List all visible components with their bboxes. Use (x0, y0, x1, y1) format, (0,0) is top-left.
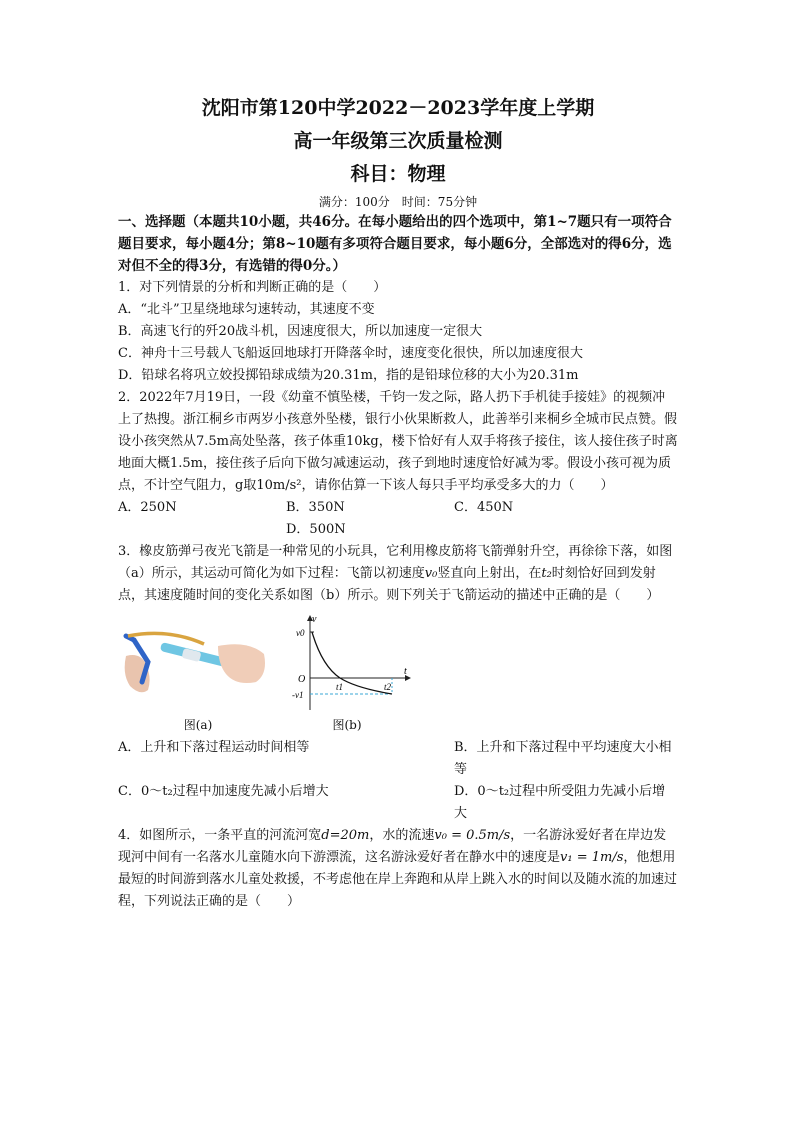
q2-option-c: C．450N (454, 500, 514, 515)
q1-option-d: D．铅球名将巩立姣投掷铅球成绩为20.31m，指的是铅球位移的大小为20.31m (118, 368, 579, 383)
q3-option-a: A．上升和下落过程运动时间相等 (118, 740, 310, 755)
q3-figures (118, 613, 678, 733)
label-neg-v1: -v1 (292, 690, 304, 700)
q3-stem: 3．橡皮筋弹弓夜光飞箭是一种常见的小玩具，它利用橡皮筋将飞箭弹射升空，再徐徐下落，如图（a）所示，其运动可简化为如下过程：飞箭以初速度v₀竖直向上射出，在t₂时刻恰好回到发射点，其速度随时间的变化关系如图（b）所示。则下列关于飞箭运动的描述中正确的是（ ） (118, 544, 673, 603)
figure-b (292, 612, 422, 733)
section-instructions: 一、选择题（本题共10小题，共46分。在每小题给出的四个选项中，第1~7题只有一项符合题目要求，每小题4分；第8~10题有多项符合题目要求，每小题6分，全部选对的得6分，选对但不全的得3分，有选错的得0分。） (118, 214, 672, 274)
exam-title-subject: 科目：物理 (350, 163, 446, 185)
q3-options-row-2 (118, 781, 678, 825)
exam-title-school: 沈阳市第120中学2022－2023学年度上学期 (201, 97, 595, 119)
q3-option-d: D．0～t₂过程中所受阻力先减小后增大 (454, 784, 666, 821)
eq-water-speed: v₀ = 0.5m/s (434, 828, 511, 843)
q1-option-a: A．“北斗”卫星绕地球匀速转动，其速度不变 (118, 302, 375, 317)
q3-option-c: C．0～t₂过程中加速度先减小后增大 (118, 784, 329, 799)
figure-a (118, 616, 278, 733)
symbol-t2: t₂ (541, 566, 552, 581)
q3-option-b: B．上升和下落过程中平均速度大小相等 (454, 740, 672, 777)
symbol-v0: v₀ (424, 566, 438, 581)
label-t2: t2 (384, 682, 392, 692)
eq-river-width: d=20m (321, 828, 370, 843)
label-t1: t1 (336, 682, 344, 692)
velocity-curve (312, 632, 392, 694)
q1-option-b: B．高速飞行的歼20战斗机，因速度很大，所以加速度一定很大 (118, 324, 483, 339)
q2-option-d: D．500N (286, 522, 346, 537)
q2-options-row-2 (118, 519, 678, 541)
figure-a-caption: 图(a) (183, 718, 213, 732)
q3-options-row-1 (118, 737, 678, 781)
label-v: v (312, 614, 317, 625)
q1-option-c: C．神舟十三号载人飞船返回地球打开降落伞时，速度变化很快，所以加速度很大 (118, 346, 583, 361)
label-origin: O (298, 674, 306, 685)
q2-option-b: B．350N (286, 500, 345, 515)
q2-stem: 2．2022年7月19日，一段《幼童不慎坠楼，千钧一发之际，路人扔下手机徒手接娃》的视频冲上了热搜。浙江桐乡市两岁小孩意外坠楼，银行小伙果断救人，此善举引来桐乡全城市民点赞。假设小孩突然从7.5m高处坠落，孩子体重10kg，楼下恰好有人双手将孩子接住，该人接住孩子时离地面大概1.5m，接住孩子后向下做匀减速运动，孩子到地时速度恰好减为零。假设小孩可视为质点，不计空气阻力，g取10m/s²，请你估算一下该人每只手平均承受多大的力（ ） (118, 390, 678, 493)
eq-swimmer-speed: v₁ = 1m/s (560, 850, 624, 865)
slingshot-illustration (118, 616, 268, 712)
exam-meta: 满分：100分 时间：75分钟 (318, 195, 478, 209)
q4-stem: 4．如图所示，一条平直的河流河宽d=20m，水的流速v₀ = 0.5m/s，一名游泳爱好者在岸边发现河中间有一名落水儿童随水向下游漂流，这名游泳爱好者在静水中的速度是v₁ = 1m/s，他想用最短的时间游到落水儿童处救援，不考虑他在岸上奔跑和从岸上跳入水的时间以及随水流的加速过程，下列说法正确的是（ ） (118, 828, 678, 909)
label-v0: v0 (296, 628, 305, 638)
q2-option-a: A．250N (118, 500, 177, 515)
q2-options-row (118, 497, 678, 519)
exam-title-grade: 高一年级第三次质量检测 (293, 130, 503, 152)
velocity-time-graph (292, 612, 418, 712)
exam-page (118, 92, 678, 913)
figure-b-caption: 图(b) (332, 718, 362, 732)
q1-stem: 1．对下列情景的分析和判断正确的是（ ） (118, 280, 387, 295)
label-t: t (404, 666, 407, 677)
